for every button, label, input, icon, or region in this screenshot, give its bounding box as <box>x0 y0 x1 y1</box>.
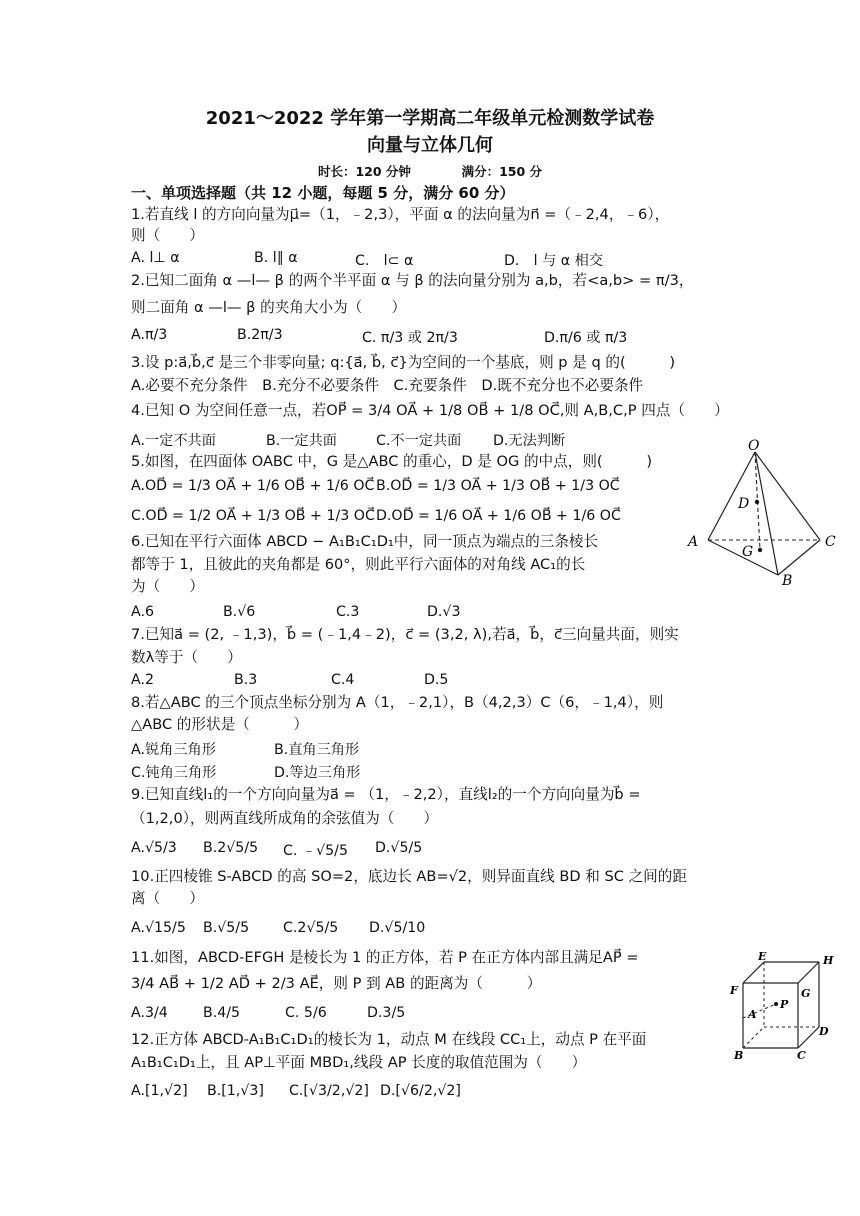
label-d: D <box>738 496 750 512</box>
q11-option-c: C. 5/6 <box>285 1005 327 1021</box>
q9-option-b: B.2√5/5 <box>203 840 259 856</box>
q5-option-d: D.OD⃗ = 1/6 OA⃗ + 1/6 OB⃗ + 1/6 OC⃗ <box>376 508 621 524</box>
q7-option-a: A.2 <box>131 672 154 688</box>
q10-stem-line2: 离（ ） <box>131 890 204 907</box>
q10-stem-line1: 10.正四棱锥 S-ABCD 的高 SO=2，底边长 AB=√2，则异面直线 BD 和 SC 之间的距 <box>131 868 687 885</box>
q8-option-d: D.等边三角形 <box>274 765 361 781</box>
q7-option-c: C.4 <box>331 672 355 688</box>
q6-option-c: C.3 <box>336 604 360 620</box>
q3-stem: 3.设 p:a⃗,b⃗,c⃗ 是三个非零向量; q:{a⃗, b⃗, c⃗}为空间的一个基底，则 p 是 q 的( ) <box>131 354 676 371</box>
q4-option-c: C.不一定共面 <box>376 433 462 449</box>
q2-stem-line1: 2.已知二面角 α —l— β 的两个半平面 α 与 β 的法向量分别为 a,b，若<a,b> = π/3， <box>131 272 694 289</box>
q6-stem-line2: 都等于 1，且彼此的夹角都是 60°，则此平行六面体的对角线 AC₁的长 <box>131 556 586 573</box>
label-b: B <box>782 573 793 588</box>
q7-option-d: D.5 <box>424 672 449 688</box>
q4-stem: 4.已知 O 为空间任意一点，若OP⃗ = 3/4 OA⃗ + 1/8 OB⃗ + 1/8 OC⃗,则 A,B,C,P 四点（ ） <box>131 402 729 419</box>
q8-stem-line1: 8.若△ABC 的三个顶点坐标分别为 A（1，﹣2,1），B（4,2,3）C（6，﹣1,4），则 <box>131 694 664 711</box>
q10-option-d: D.√5/10 <box>369 920 426 936</box>
q10-option-a: A.√15/5 <box>131 920 186 936</box>
q8-stem-line2: △ABC 的形状是（ ） <box>131 716 309 733</box>
label-c: C <box>797 1049 806 1062</box>
q1-stem-line1: 1.若直线 l 的方向向量为μ⃗=（1，﹣2,3），平面 α 的法向量为n⃗ =（﹣2,4，﹣6）， <box>131 206 670 223</box>
q2-option-c: C. π/3 或 2π/3 <box>362 330 458 346</box>
q2-option-d: D.π/6 或 π/3 <box>544 330 628 346</box>
q7-stem-line2: 数λ等于（ ） <box>131 649 242 666</box>
q6-option-d: D.√3 <box>427 604 461 620</box>
label-o: O <box>748 438 760 454</box>
q7-stem-line1: 7.已知a⃗ = (2, ﹣1,3)，b⃗ = (﹣1,4﹣2)，c⃗ = (3,2, λ),若a⃗，b⃗，c⃗三向量共面，则实 <box>131 626 679 643</box>
q9-option-a: A.√5/3 <box>131 840 177 856</box>
exam-subtitle: 向量与立体几何 <box>367 135 493 156</box>
q4-option-b: B.一定共面 <box>266 433 337 449</box>
q5-option-a: A.OD⃗ = 1/3 OA⃗ + 1/6 OB⃗ + 1/6 OC⃗ <box>131 478 375 494</box>
q11-option-d: D.3/5 <box>367 1005 406 1021</box>
q11-stem-line2: 3/4 AB⃗ + 1/2 AD⃗ + 2/3 AE⃗，则 P 到 AB 的距离为（ ） <box>131 975 542 992</box>
q4-option-a: A.一定不共面 <box>131 433 216 449</box>
q9-option-d: D.√5/5 <box>375 840 423 856</box>
q4-option-d: D.无法判断 <box>493 433 566 449</box>
q8-option-c: C.钝角三角形 <box>131 765 217 781</box>
q10-option-c: C.2√5/5 <box>283 920 339 936</box>
exam-meta <box>0 162 860 180</box>
label-p: P <box>780 998 789 1011</box>
q9-stem-line2: （1,2,0），则两直线所成角的余弦值为（ ） <box>131 810 439 827</box>
q7-option-b: B.3 <box>234 672 258 688</box>
q6-option-a: A.6 <box>131 604 154 620</box>
q5-option-c: C.OD⃗ = 1/2 OA⃗ + 1/3 OB⃗ + 1/3 OC⃗ <box>131 508 375 524</box>
q6-stem-line3: 为（ ） <box>131 578 204 595</box>
tetrahedron-figure <box>680 438 840 588</box>
q9-stem-line1: 9.已知直线l₁的一个方向向量为a⃗ = （1，﹣2,2），直线l₂的一个方向向量为b⃗ = <box>131 786 641 803</box>
q5-option-b: B.OD⃗ = 1/3 OA⃗ + 1/3 OB⃗ + 1/3 OC⃗ <box>376 478 620 494</box>
q10-option-b: B.√5/5 <box>203 920 250 936</box>
section-heading: 一、单项选择题（共 12 小题，每题 5 分，满分 60 分） <box>131 184 515 202</box>
label-a: A <box>748 1008 757 1021</box>
q8-option-b: B.直角三角形 <box>274 742 360 758</box>
label-e: E <box>758 950 767 963</box>
label-f: F <box>730 984 738 997</box>
q5-stem: 5.如图，在四面体 OABC 中，G 是△ABC 的重心，D 是 OG 的中点，则( ) <box>131 453 653 470</box>
exam-title: 2021～2022 学年第一学期高二年级单元检测数学试卷 <box>205 108 655 129</box>
score-text: 满分：150 分 <box>461 164 543 179</box>
q1-stem-line2: 则（ ） <box>131 227 204 244</box>
q2-option-a: A.π/3 <box>131 327 168 343</box>
q6-stem-line1: 6.已知在平行六面体 ABCD − A₁B₁C₁D₁中，同一顶点为端点的三条棱长 <box>131 533 599 550</box>
q1-option-b: B. l∥ α <box>254 250 298 266</box>
label-a: A <box>688 534 699 550</box>
q3-options: A.必要不充分条件 B.充分不必要条件 C.充要条件 D.既不充分也不必要条件 <box>131 377 644 394</box>
label-d: D <box>819 1025 829 1038</box>
q9-option-c: C. ﹣√5/5 <box>283 843 348 859</box>
q1-option-d: D． l 与 α 相交 <box>504 253 604 269</box>
q12-option-d: D.[√6/2,√2] <box>380 1083 461 1099</box>
q12-option-c: C.[√3/2,√2] <box>289 1083 369 1099</box>
q6-option-b: B.√6 <box>223 604 256 620</box>
q12-option-b: B.[1,√3] <box>207 1083 264 1099</box>
q12-stem-line1: 12.正方体 ABCD-A₁B₁C₁D₁的棱长为 1，动点 M 在线段 CC₁上，动点 P 在平面 <box>131 1031 647 1048</box>
q12-option-a: A.[1,√2] <box>131 1083 188 1099</box>
duration-text: 时长：120 分钟 <box>317 164 411 179</box>
q1-option-a: A. l⊥ α <box>131 250 180 266</box>
label-h: H <box>823 954 834 967</box>
q8-option-a: A.锐角三角形 <box>131 742 216 758</box>
q2-stem-line2: 则二面角 α —l— β 的夹角大小为（ ） <box>131 299 407 316</box>
q11-option-a: A.3/4 <box>131 1005 168 1021</box>
label-c: C <box>825 534 836 550</box>
label-b: B <box>734 1049 744 1062</box>
q11-stem-line1: 11.如图，ABCD-EFGH 是棱长为 1 的正方体，若 P 在正方体内部且满足AP⃗ = <box>131 949 639 966</box>
label-g: G <box>801 987 811 1000</box>
q1-option-c: C. l⊂ α <box>355 253 414 269</box>
q12-stem-line2: A₁B₁C₁D₁上，且 AP⊥平面 MBD₁,线段 AP 长度的取值范围为（ ） <box>131 1054 587 1071</box>
cube-figure <box>724 948 836 1064</box>
q2-option-b: B.2π/3 <box>237 327 283 343</box>
label-g: G <box>742 544 754 560</box>
q11-option-b: B.4/5 <box>203 1005 241 1021</box>
